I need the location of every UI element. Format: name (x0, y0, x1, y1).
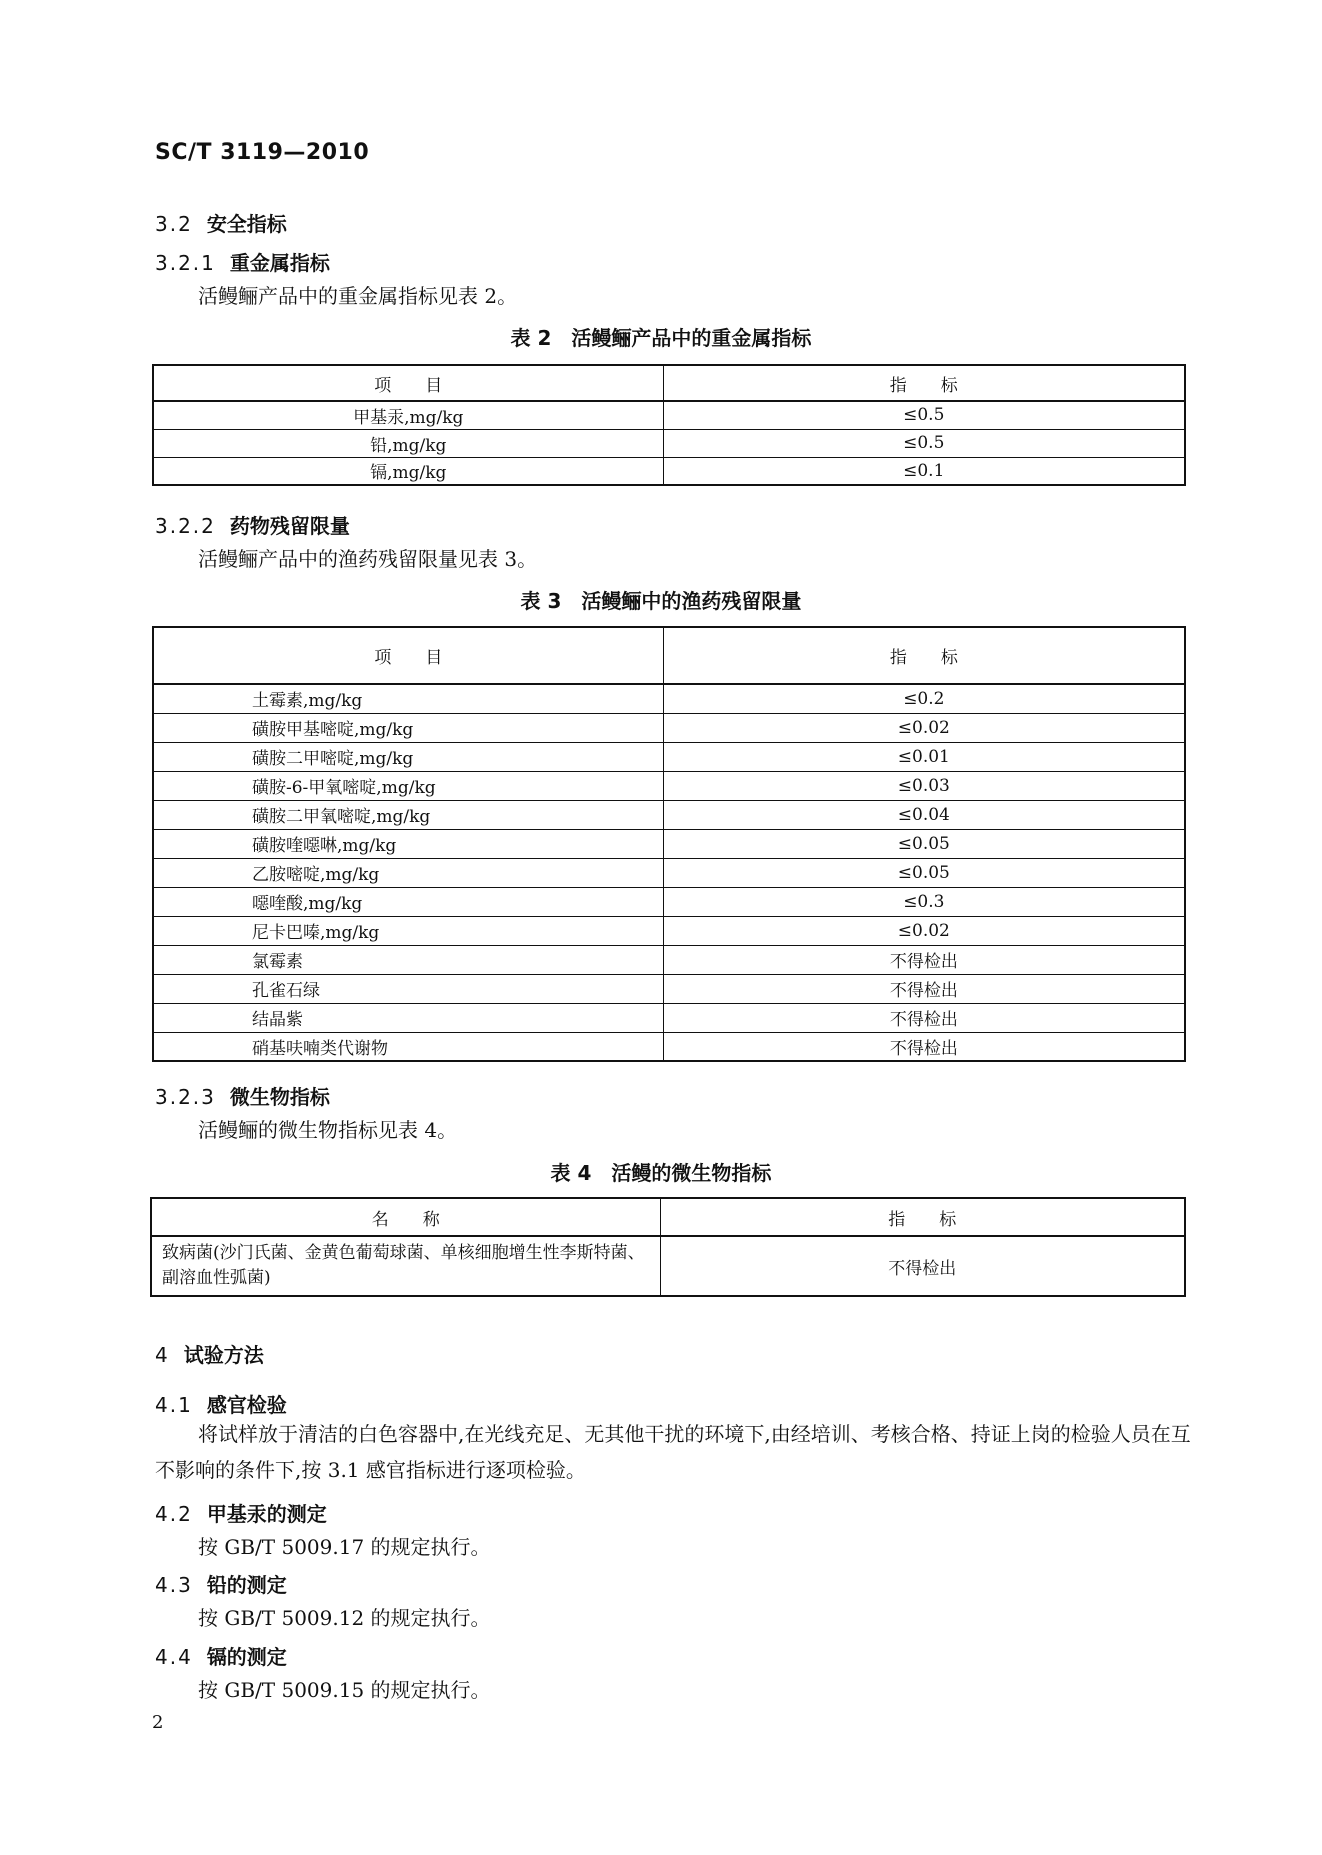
table-cell-item: 孔雀石绿 (153, 974, 663, 1003)
table-cell-limit: ≤0.5 (663, 401, 1185, 429)
section-3-2-3-text: 活鳗鲡的微生物指标见表 4。 (198, 1118, 458, 1142)
table-cell-limit: ≤0.02 (663, 713, 1185, 742)
table-cell-limit: ≤0.2 (663, 684, 1185, 713)
section-3-2-1-heading (155, 247, 330, 276)
table-row (153, 829, 1185, 858)
section-3-2-2-text: 活鳗鲡产品中的渔药残留限量见表 3。 (198, 547, 538, 571)
table-header-item: 项 目 (153, 627, 663, 684)
section-number: 4.2 (155, 1502, 193, 1526)
table-cell-limit: ≤0.1 (663, 457, 1185, 485)
table-cell-item: 结晶紫 (153, 1003, 663, 1032)
table-cell-item: 硝基呋喃类代谢物 (153, 1032, 663, 1061)
section-4-1-heading (155, 1389, 287, 1418)
section-4-3-text: 按 GB/T 5009.12 的规定执行。 (198, 1606, 491, 1630)
table-cell-item: 尼卡巴嗪,mg/kg (153, 916, 663, 945)
section-title: 试验方法 (183, 1343, 264, 1367)
table-cell-limit: 不得检出 (663, 1003, 1185, 1032)
table-cell-item: 氯霉素 (153, 945, 663, 974)
table-cell-item: 镉,mg/kg (153, 457, 663, 485)
table-row (153, 742, 1185, 771)
section-number: 3.2 (155, 212, 193, 236)
table-header-item: 项 目 (153, 365, 663, 401)
table-cell-limit: ≤0.03 (663, 771, 1185, 800)
table-row (153, 1032, 1185, 1061)
table-header-limit: 指 标 (663, 627, 1185, 684)
table-row (153, 945, 1185, 974)
section-number: 4.4 (155, 1645, 193, 1669)
table-cell-limit: ≤0.04 (663, 800, 1185, 829)
table-header-limit: 指 标 (663, 365, 1185, 401)
table-cell-item: 磺胺-6-甲氧嘧啶,mg/kg (153, 771, 663, 800)
section-title: 重金属指标 (229, 251, 330, 275)
table-4 (150, 1197, 1186, 1297)
table-cell-item: 磺胺二甲氧嘧啶,mg/kg (153, 800, 663, 829)
table-cell-item: 磺胺喹噁啉,mg/kg (153, 829, 663, 858)
section-3-2-1-text: 活鳗鲡产品中的重金属指标见表 2。 (198, 284, 518, 308)
section-title: 甲基汞的测定 (206, 1502, 327, 1526)
table-row (153, 1003, 1185, 1032)
section-title: 感官检验 (206, 1393, 287, 1417)
table-cell-limit: 不得检出 (663, 974, 1185, 1003)
table-row (153, 771, 1185, 800)
section-title: 微生物指标 (229, 1085, 330, 1109)
table-cell-limit: 不得检出 (660, 1236, 1185, 1296)
table-row (153, 974, 1185, 1003)
table-header-limit: 指 标 (660, 1198, 1185, 1236)
table-2 (152, 364, 1186, 486)
section-3-2-heading (155, 208, 287, 237)
table-cell-item: 致病菌(沙门氏菌、金黄色葡萄球菌、单核细胞增生性李斯特菌、副溶血性弧菌) (151, 1236, 660, 1296)
table-2-caption: 表 2 活鳗鲡产品中的重金属指标 (510, 326, 812, 350)
table-cell-item: 乙胺嘧啶,mg/kg (153, 858, 663, 887)
table-row (153, 887, 1185, 916)
table-3 (152, 626, 1186, 1062)
table-cell-item: 甲基汞,mg/kg (153, 401, 663, 429)
section-title: 安全指标 (206, 212, 287, 236)
table-cell-item: 磺胺二甲嘧啶,mg/kg (153, 742, 663, 771)
table-row (153, 800, 1185, 829)
section-title: 药物残留限量 (229, 514, 350, 538)
table-cell-item: 土霉素,mg/kg (153, 684, 663, 713)
table-cell-limit: 不得检出 (663, 1032, 1185, 1061)
table-row (153, 684, 1185, 713)
section-title: 铅的测定 (206, 1573, 287, 1597)
table-cell-limit: ≤0.01 (663, 742, 1185, 771)
section-4-3-heading (155, 1569, 287, 1598)
section-3-2-3-heading (155, 1081, 330, 1110)
table-cell-limit: ≤0.05 (663, 858, 1185, 887)
table-3-caption: 表 3 活鳗鲡中的渔药残留限量 (520, 589, 802, 613)
standard-code: SC/T 3119—2010 (155, 140, 370, 165)
section-4-4-heading (155, 1641, 287, 1670)
section-title: 镉的测定 (206, 1645, 287, 1669)
section-4-1-text: 将试样放于清洁的白色容器中,在光线充足、无其他干扰的环境下,由经培训、考核合格、持证上岗的检验人员在互不影响的条件下,按 3.1 感官指标进行逐项检验。 (155, 1422, 1191, 1482)
section-3-2-2-heading (155, 510, 350, 539)
section-number: 3.2.3 (155, 1085, 216, 1109)
table-cell-limit: ≤0.3 (663, 887, 1185, 916)
section-number: 4 (155, 1343, 170, 1367)
table-4-caption: 表 4 活鳗的微生物指标 (550, 1161, 772, 1185)
table-row (153, 713, 1185, 742)
table-header-name: 名 称 (151, 1198, 660, 1236)
table-cell-limit: 不得检出 (663, 945, 1185, 974)
section-number: 4.1 (155, 1393, 193, 1417)
section-4-4-text: 按 GB/T 5009.15 的规定执行。 (198, 1678, 491, 1702)
section-4-heading (155, 1339, 264, 1368)
page-number: 2 (152, 1712, 164, 1733)
table-cell-item: 铅,mg/kg (153, 429, 663, 457)
table-cell-limit: ≤0.5 (663, 429, 1185, 457)
table-cell-item: 磺胺甲基嘧啶,mg/kg (153, 713, 663, 742)
table-cell-limit: ≤0.05 (663, 829, 1185, 858)
table-row (153, 916, 1185, 945)
section-number: 3.2.1 (155, 251, 216, 275)
table-cell-limit: ≤0.02 (663, 916, 1185, 945)
table-cell-item: 噁喹酸,mg/kg (153, 887, 663, 916)
table-row (153, 858, 1185, 887)
section-4-2-heading (155, 1498, 327, 1527)
section-number: 4.3 (155, 1573, 193, 1597)
section-number: 3.2.2 (155, 514, 216, 538)
section-4-2-text: 按 GB/T 5009.17 的规定执行。 (198, 1535, 491, 1559)
